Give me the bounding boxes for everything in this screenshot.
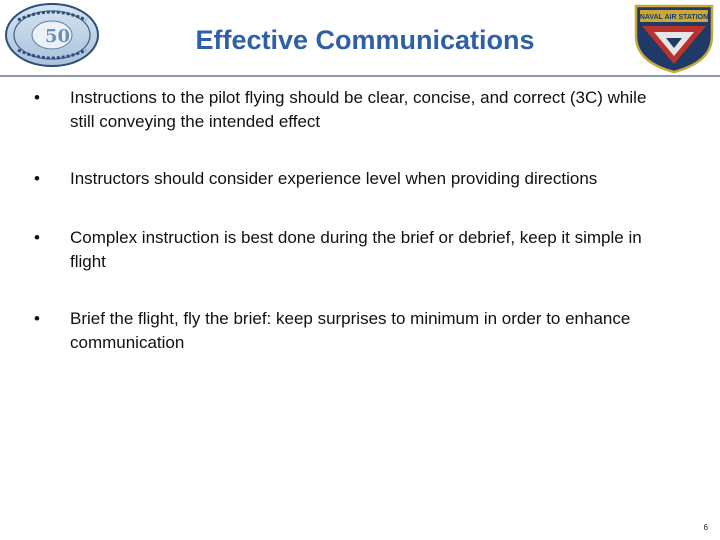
- svg-text:NAVAL AIR STATION: NAVAL AIR STATION: [639, 14, 709, 21]
- bullet-text: Brief the flight, fly the brief: keep surprises to minimum in order to enhance communication: [70, 309, 631, 352]
- bullet-text: Instructors should consider experience level when providing directions: [70, 169, 598, 188]
- list-item: [30, 307, 670, 355]
- bullet-text: Instructions to the pilot flying should be clear, concise, and correct (3C) while still conveying the intended effect: [70, 88, 647, 131]
- list-item: [30, 167, 670, 191]
- svg-text:50: 50: [45, 26, 71, 47]
- bullet-icon: •: [34, 88, 40, 107]
- list-item: [30, 86, 670, 134]
- bullet-text: Complex instruction is best done during the brief or debrief, keep it simple in flight: [70, 228, 642, 271]
- list-item: [30, 226, 670, 274]
- bullet-icon: •: [34, 169, 40, 188]
- bullet-icon: •: [34, 228, 40, 247]
- title-divider: [0, 75, 720, 77]
- page-title: Effective Communications: [195, 25, 535, 55]
- page-number: 6: [703, 523, 708, 532]
- naval-air-station-shield-icon: [632, 2, 716, 74]
- bullet-icon: •: [34, 309, 40, 328]
- centennial-anniversary-badge-icon: [4, 2, 100, 68]
